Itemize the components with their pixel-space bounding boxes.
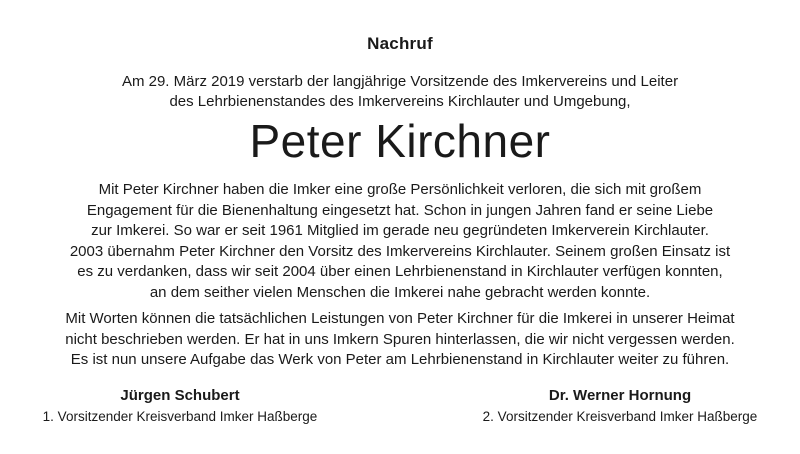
signatory-name: Dr. Werner Hornung <box>548 387 692 404</box>
intro-line: Am 29. März 2019 verstarb der langjährige Vorsitzende des Imkervereins und Leiter <box>121 73 679 90</box>
closing-line: Mit Worten können die tatsächlichen Leistungen von Peter Kirchner für die Imkerei in unserer Heimat <box>65 310 735 327</box>
deceased-name: Peter Kirchner <box>249 115 551 167</box>
closing-line: Es ist nun unsere Aufgabe das Werk von Peter am Lehrbienenstand in Kirchlauter weiter zu führen. <box>70 351 730 368</box>
closing-paragraph <box>0 309 800 371</box>
tribute-line: an dem seither vielen Menschen die Imkerei nahe gebracht werden konnte. <box>149 283 651 301</box>
tribute-line: Engagement für die Bienenhaltung eingesetzt hat. Schon in jungen Jahren fand er seine Liebe <box>86 201 714 219</box>
closing-line: nicht beschrieben werden. Er hat in uns Imkern Spuren hinterlassen, die wir nicht vergessen werden. <box>65 330 735 348</box>
tribute-line: Mit Peter Kirchner haben die Imker eine große Persönlichkeit verloren, die sich mit großem <box>98 181 702 198</box>
signatory-first <box>20 386 340 427</box>
signatory-name: Jürgen Schubert <box>120 387 240 404</box>
tribute-line: 2003 übernahm Peter Kirchner den Vorsitz des Imkervereins Kirchlauter. Seinem großen Einsatz ist <box>69 242 731 260</box>
signatory-role: 2. Vorsitzender Kreisverband Imker Haßberge <box>482 409 758 424</box>
tribute-line: es zu verdanken, dass wir seit 2004 über einen Lehrbienenstand in Kirchlauter verfügen konnten, <box>77 263 723 280</box>
tribute-paragraph <box>0 180 800 303</box>
signatory-role: 1. Vorsitzender Kreisverband Imker Haßberge <box>42 409 318 424</box>
signatory-second <box>460 386 780 427</box>
intro-text <box>0 72 800 112</box>
notice-heading: Nachruf <box>367 34 433 53</box>
tribute-line: zur Imkerei. So war er seit 1961 Mitglied im gerade neu gegründeten Imkerverein Kirchlauter. <box>91 222 709 239</box>
intro-line: des Lehrbienenstandes des Imkervereins Kirchlauter und Umgebung, <box>169 93 631 110</box>
